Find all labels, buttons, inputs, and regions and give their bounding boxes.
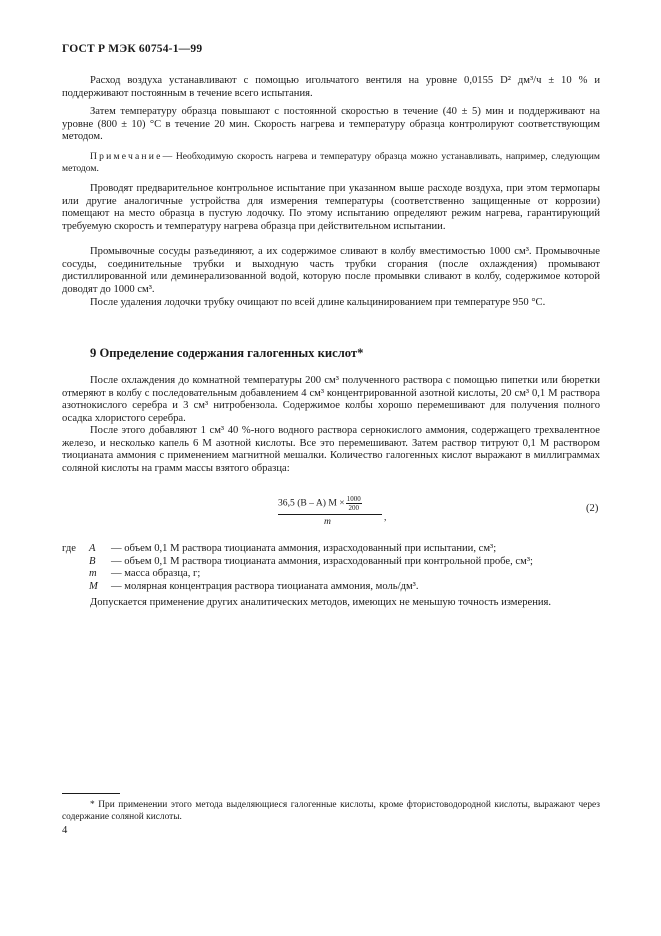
definition-text: — молярная концентрация раствора тиоцианата аммония, моль/дм³. [111,580,419,592]
formula-inner-numerator: 1000 [346,495,361,503]
section-heading: 9 Определение содержания галогенных кислот* [90,346,364,360]
definitions-lead: где [62,543,76,554]
formula-numerator [278,495,362,512]
definition-row [62,581,600,594]
definition-symbol: M [89,580,98,592]
equation-number: (2) [586,503,599,514]
definition-text: — объем 0,1 М раствора тиоцианата аммония, израсходованный при контрольной пробе, см³; [111,555,533,567]
formula-inner-fraction [346,495,362,512]
paragraph-sample-prep: После охлаждения до комнатной температуры 200 см³ полученного раствора с помощью пипетки или бюретки отмеряют в колбу с последовательным добавлением 4 см³ концентрированной азотной кислоты, 20 см³ 0,1 М раствора азотнокислого серебра и 3 см³ нитробензола. Содержимое колбы хорошо перемешивают для получения полного осадка хлористого серебра. [62,375,600,424]
note-block [62,151,600,174]
note-text: — Необходимую скорость нагрева и температуру образца можно устанавливать, например, следующим методом. [62,151,600,174]
paragraph-cleaning: После удаления лодочки трубку очищают по всей длине кальцинированием при температуре 950 °С. [90,297,546,308]
paragraph-control-test: Проводят предварительное контрольное испытание при указанном выше расходе воздуха, при этом термопары или другие аналогичные устройства для измерения температуры (соответственно защищенные от коррозии) помещают на место образца в пустую лодочку. По этому испытанию определяют режим нагрева, гарантирующий требуемую скорость и температуру нагрева образца при действительном испытании. [62,183,600,232]
footnote: * При применении этого метода выделяющиеся галогенные кислоты, кроме фтористоводородной кислоты, выражают через содержание соляной кислоты. [62,800,600,823]
definition-symbol: B [89,555,96,567]
paragraph-titration: После этого добавляют 1 см³ 40 %-ного водного раствора сернокислого аммония, содержащего трехвалентное железо, и несколько капель 6 М азотной кислоты. Все это перемешивают. Затем раствор титруют 0,1 М раствором тиоцианата аммония с применением магнитной мешалки. Количество галогенных кислот выражают в миллиграммах соляной кислоты на грамм массы взятого образца: [62,425,600,474]
formula-denominator: m [324,516,331,527]
formula-numerator-text: 36,5 (B – A) M × [278,497,345,509]
formula-inner-denominator: 200 [348,504,359,512]
footnote-divider [62,793,120,794]
definition-symbol: m [89,568,97,580]
definition-text: — объем 0,1 М раствора тиоцианата аммония, израсходованный при испытании, см³; [111,543,497,554]
formula-2 [278,495,388,535]
paragraph-alternative-methods: Допускается применение других аналитических методов, имеющих не меньшую точность измерения. [90,597,552,608]
paragraph-wash-vessels: Промывочные сосуды разъединяют, а их содержимое сливают в колбу вместимостью 1000 см³. Промывочные сосуды, соединительные трубки и выходную часть трубки сгорания (после охлаждения) промывают дистиллированной или деминерализованной водой, которую после промывки сливают в колбу, содержимое которой доводят до 1000 см³. [62,246,600,295]
definition-text: — масса образца, г; [111,568,201,580]
definition-row [62,568,600,581]
variable-definitions [62,543,600,593]
note-label: Примечание [90,151,163,162]
paragraph-heating: Затем температуру образца повышают с постоянной скоростью в течение (40 ± 5) мин и поддерживают на уровне (800 ± 10) °С в течение 20 мин. Скорость нагрева и температуру образца контролируют соответствующим методом. [62,106,600,143]
paragraph-air-flow: Расход воздуха устанавливают с помощью игольчатого вентиля на уровне 0,0155 D² дм³/ч ± 10 % и поддерживают постоянным в течение всего испытания. [62,75,600,99]
page-number: 4 [62,825,68,836]
definition-row [62,556,600,569]
definition-symbol: A [89,543,96,554]
document-header: ГОСТ Р МЭК 60754-1—99 [62,43,203,55]
definition-row [62,543,600,556]
formula-comma: , [384,512,387,523]
formula-fraction-bar [278,514,382,515]
